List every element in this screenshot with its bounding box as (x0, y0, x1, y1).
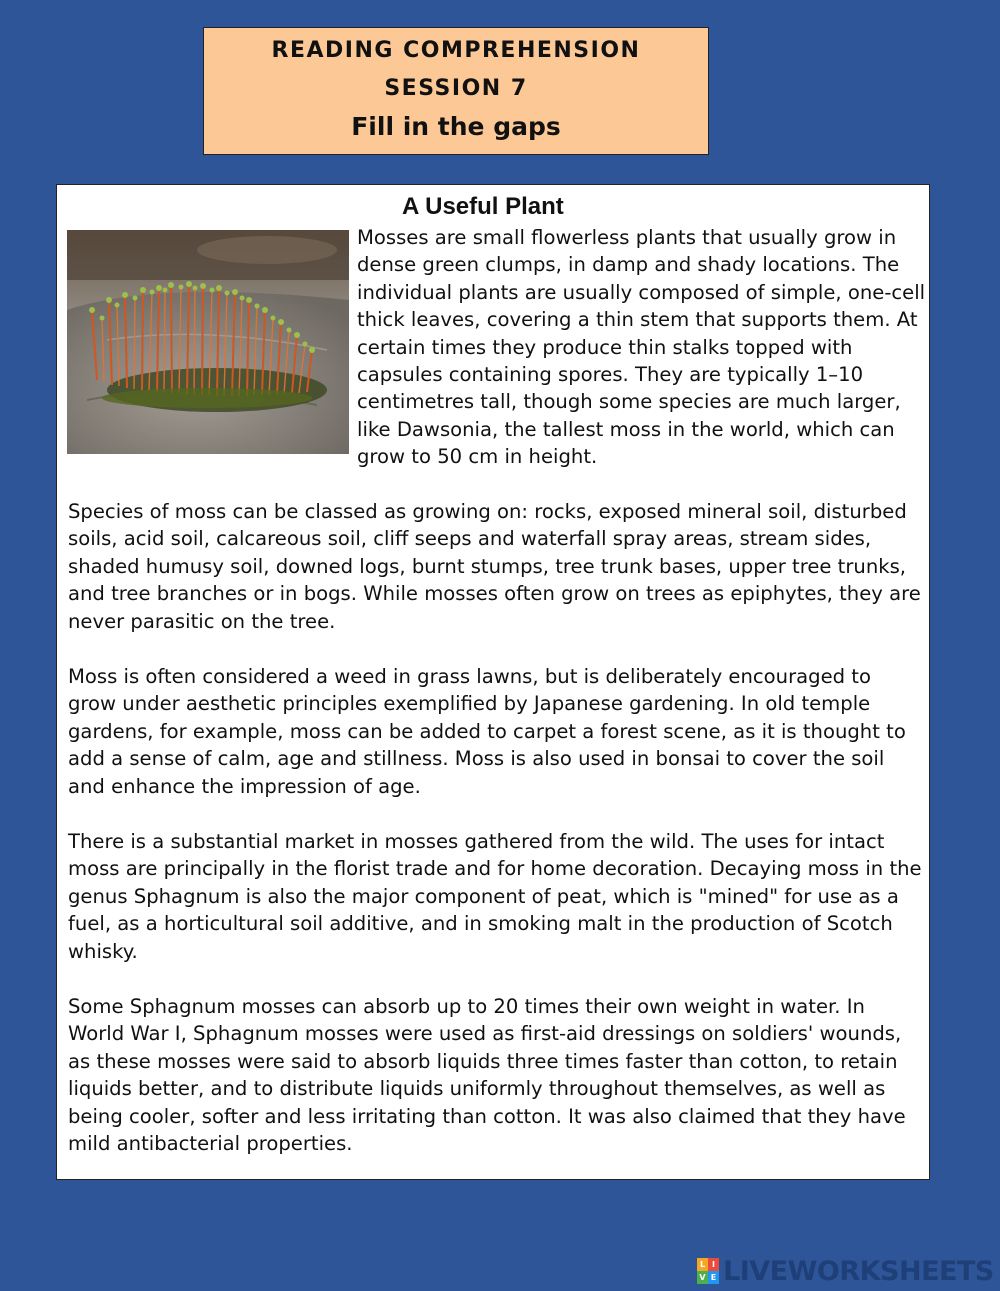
liveworksheets-logo (697, 1256, 994, 1286)
paragraph-1: Mosses are small flowerless plants that usually grow in dense green clumps, in damp and shady locations. The individual plants are usually composed of simple, one-cell thick leaves, covering a thin stem that supports them. At certain times they produce thin stalks topped with capsules containing spores. They are typically 1–10 centimetres tall, though some species are much larger, like Dawsonia, the tallest moss in the world, which can grow to 50 cm in height. (357, 226, 926, 469)
paragraph-4: There is a substantial market in mosses gathered from the wild. The uses for intact moss are principally in the florist trade and for home decoration. Decaying moss in the genus Sphagnum is also the major component of peat, which is "mined" for use as a fuel, as a horticultural soil additive, and in smoking malt in the production of Scotch whisky. (68, 830, 922, 963)
reading-card (56, 184, 930, 1180)
header-instruction: Fill in the gaps (351, 112, 561, 141)
moss-illustration (67, 230, 349, 454)
logo-wordmark: LIVEWORKSHEETS (723, 1255, 994, 1287)
logo-badge-icon: L I V E (697, 1258, 719, 1284)
paragraph-5: Some Sphagnum mosses can absorb up to 20 times their own weight in water. In World War I, Sphagnum mosses were used as first-aid dressings on soldiers' wounds, as these mosses were said to absorb liquids three times faster than cotton, to retain liquids better, and to distribute liquids uniformly throughout themselves, as well as being cooler, softer and less irritating than cotton. It was also claimed that they have mild antibacterial properties. (68, 995, 906, 1156)
moss-photo (67, 230, 349, 454)
session-header (203, 27, 709, 155)
header-session: SESSION 7 (384, 76, 528, 101)
header-title: READING COMPREHENSION (271, 38, 641, 63)
article-title: A Useful Plant (402, 193, 564, 220)
paragraph-2: Species of moss can be classed as growing on: rocks, exposed mineral soil, disturbed soils, acid soil, calcareous soil, cliff seeps and waterfall spray areas, stream sides, shaded humusy soil, downed logs, burnt stumps, tree trunk bases, upper tree trunks, and tree branches or in bogs. While mosses often grow on trees as epiphytes, they are never parasitic on the tree. (68, 500, 921, 633)
paragraph-3: Moss is often considered a weed in grass lawns, but is deliberately encouraged to grow under aesthetic principles exemplified by Japanese gardening. In old temple gardens, for example, moss can be added to carpet a forest scene, as it is thought to add a sense of calm, age and stillness. Moss is also used in bonsai to cover the soil and enhance the impression of age. (68, 665, 906, 798)
